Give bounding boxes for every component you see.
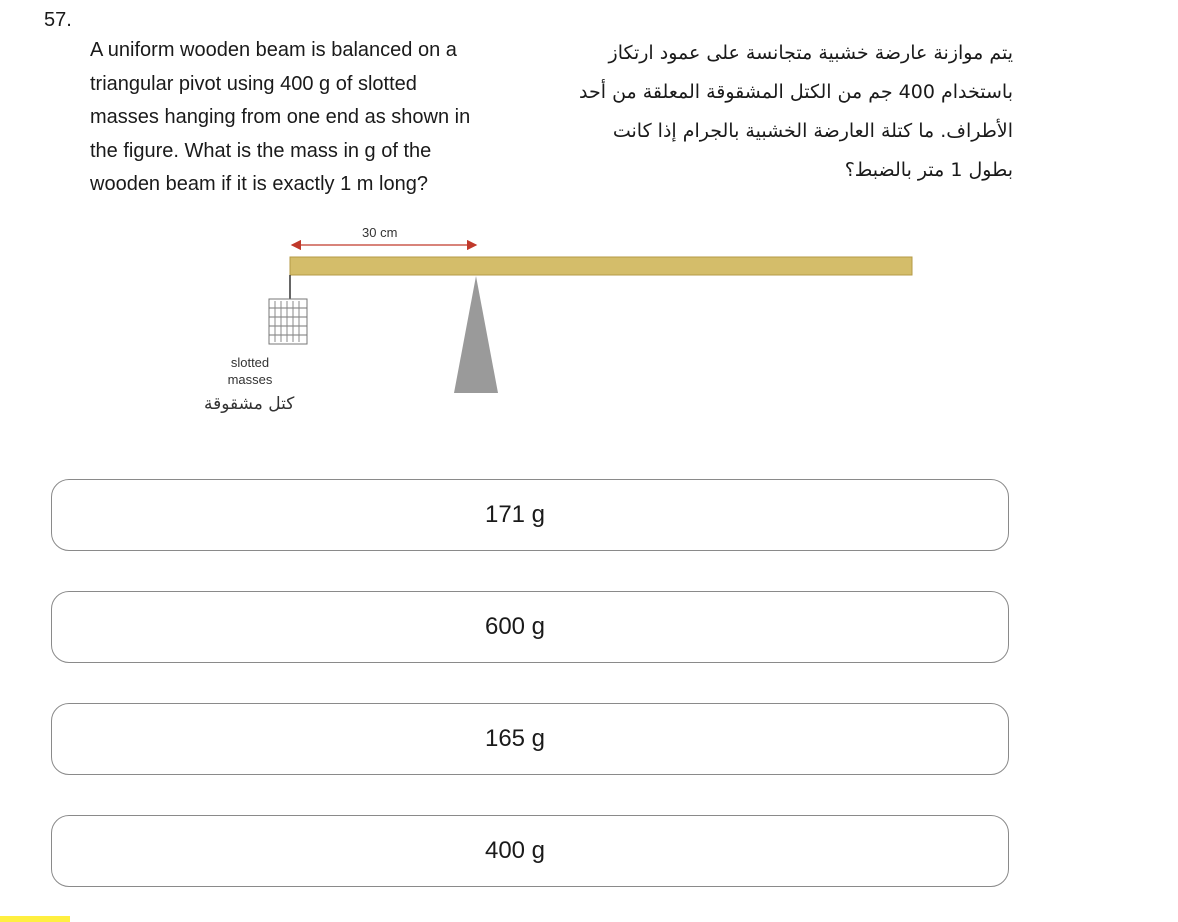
length-label: 30 cm	[362, 225, 398, 240]
question-line-ar: الأطراف. ما كتلة العارضة الخشبية بالجرام إذا كانت	[612, 120, 1013, 142]
slotted-masses-label	[222, 354, 278, 388]
answer-option-label: 400 g	[484, 837, 546, 864]
answer-option-a[interactable]	[51, 479, 1009, 551]
beam-figure	[200, 215, 930, 435]
question-line-ar: يتم موازنة عارضة خشبية متجانسة على عمود ارتكاز	[608, 42, 1013, 64]
question-line-ar: باستخدام 400 جم من الكتل المشقوقة المعلقة من أحد	[579, 81, 1013, 103]
answer-option-label: 165 g	[484, 725, 546, 752]
highlight-strip	[0, 916, 70, 922]
slotted-label-line: slotted	[230, 355, 270, 370]
slotted-label-line: masses	[227, 372, 273, 387]
wooden-beam	[290, 257, 912, 275]
question-line-ar: بطول 1 متر بالضبط؟	[844, 159, 1013, 181]
beam-diagram	[200, 215, 930, 435]
question-text-arabic	[553, 34, 1013, 190]
question-line-en: wooden beam if it is exactly 1 m long?	[90, 173, 428, 195]
question-text-english	[90, 34, 530, 202]
answer-option-c[interactable]	[51, 703, 1009, 775]
triangular-pivot	[454, 276, 498, 393]
question-line-en: A uniform wooden beam is balanced on a	[90, 39, 457, 61]
question-line-en: triangular pivot using 400 g of slotted	[90, 72, 417, 95]
answer-option-d[interactable]	[51, 815, 1009, 887]
answer-option-label: 171 g	[484, 501, 546, 528]
slotted-masses	[269, 299, 307, 344]
slotted-masses-label-arabic: كتل مشقوقة	[204, 394, 295, 414]
answer-option-b[interactable]	[51, 591, 1009, 663]
question-line-en: masses hanging from one end as shown in	[90, 106, 471, 128]
question-number: 57.	[44, 9, 72, 31]
answer-option-label: 600 g	[484, 613, 546, 640]
question-line-en: the figure. What is the mass in g of the	[90, 139, 432, 162]
